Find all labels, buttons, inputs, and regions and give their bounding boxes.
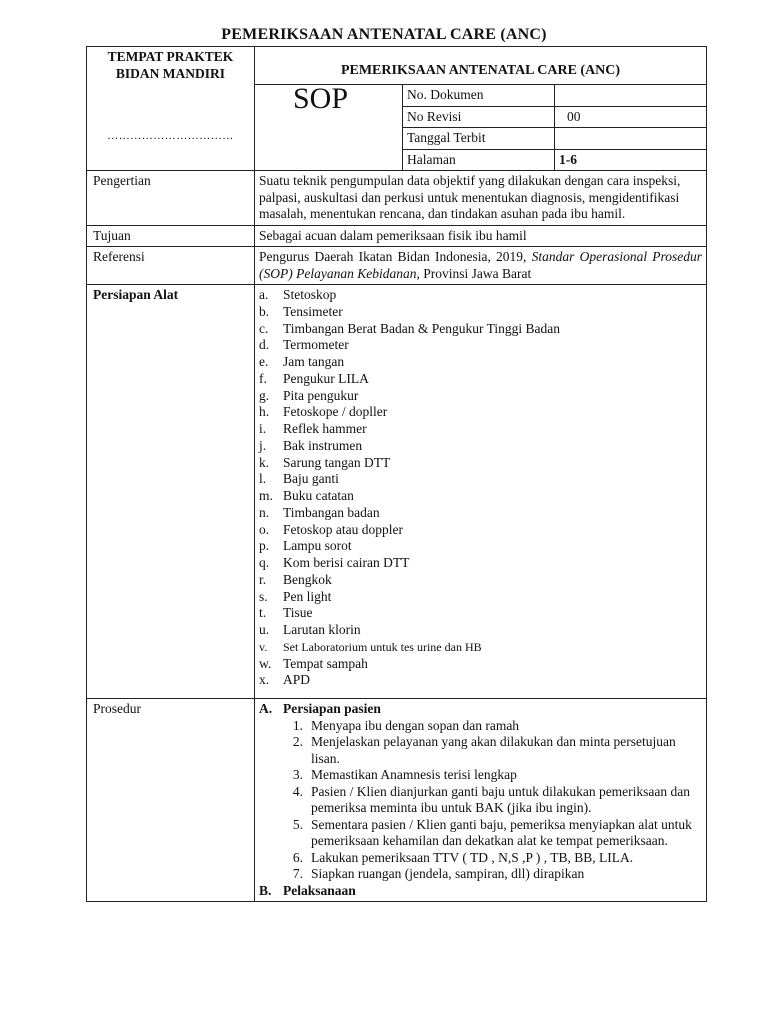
alat-item-marker: a. bbox=[259, 287, 269, 302]
referensi-text-before: Pengurus Daerah Ikatan Bidan Indonesia, 2019, bbox=[259, 249, 532, 264]
alat-item-marker: p. bbox=[259, 538, 270, 554]
prosedur-step bbox=[259, 767, 702, 784]
alat-item-text: Pen light bbox=[283, 588, 332, 604]
alat-item bbox=[259, 404, 702, 421]
alat-item-text: Lampu sorot bbox=[283, 538, 352, 554]
alat-item-text: Reflek hammer bbox=[283, 421, 367, 436]
alat-item-text: Stetoskop bbox=[283, 287, 337, 302]
meta-label-no-revisi: No Revisi bbox=[403, 106, 555, 128]
section-b-title: Pelaksanaan bbox=[283, 882, 356, 898]
alat-item-text: Pita pengukur bbox=[283, 387, 359, 403]
alat-item bbox=[259, 639, 702, 656]
alat-item bbox=[259, 538, 702, 555]
meta-label-halaman: Halaman bbox=[403, 149, 555, 171]
institution-dots: …………………………… bbox=[107, 130, 234, 142]
prosedur-step bbox=[259, 718, 702, 735]
prosedur-step-marker: 6. bbox=[292, 849, 303, 865]
alat-item bbox=[259, 471, 702, 488]
prosedur-step-text: Menjelaskan pelayanan yang akan dilakukan dan minta persetujuan lisan. bbox=[311, 734, 676, 766]
alat-item bbox=[259, 438, 702, 455]
alat-item-marker: h. bbox=[259, 404, 270, 420]
alat-item-text: Tempat sampah bbox=[283, 655, 368, 671]
alat-item-marker: d. bbox=[259, 337, 270, 353]
prosedur-steps bbox=[259, 718, 702, 883]
alat-item-marker: i. bbox=[259, 421, 267, 436]
alat-item-text: Fetoskope / dopller bbox=[283, 404, 388, 420]
alat-item-marker: o. bbox=[259, 521, 270, 537]
persiapan-alat-label: Persiapan Alat bbox=[87, 285, 255, 699]
referensi-text-after: Provinsi Jawa Barat bbox=[419, 265, 532, 281]
prosedur-step-marker: 5. bbox=[292, 816, 303, 832]
prosedur-step bbox=[259, 866, 702, 883]
alat-item bbox=[259, 321, 702, 338]
sop-table bbox=[86, 46, 707, 902]
alat-item bbox=[259, 371, 702, 388]
alat-item bbox=[259, 656, 702, 673]
pengertian-text: Suatu teknik pengumpulan data objektif yang dilakukan dengan cara inspeksi, palpasi, auskultasi dan perkusi untuk menentukan diagnosis, mengidentifikasi masalah, menentukan rencana, dan tindakan asuhan pada ibu hamil. bbox=[255, 171, 707, 226]
prosedur-step-marker: 2. bbox=[292, 734, 303, 749]
alat-item-text: Timbangan badan bbox=[283, 504, 380, 520]
alat-item-text: Tensimeter bbox=[283, 303, 343, 319]
alat-item-marker: w. bbox=[259, 655, 272, 671]
alat-item-marker: e. bbox=[259, 354, 269, 369]
institution-line-1: TEMPAT PRAKTEK bbox=[107, 49, 234, 64]
meta-value-halaman: 1-6 bbox=[555, 149, 707, 171]
alat-item bbox=[259, 672, 702, 689]
prosedur-step bbox=[259, 784, 702, 817]
prosedur-step-marker: 4. bbox=[292, 783, 303, 799]
alat-item-marker: j. bbox=[259, 437, 267, 453]
persiapan-alat-list bbox=[259, 287, 702, 689]
prosedur-step-text: Memastikan Anamnesis terisi lengkap bbox=[311, 767, 517, 782]
alat-item-text: Kom berisi cairan DTT bbox=[283, 555, 410, 570]
section-a-title: Persiapan pasien bbox=[283, 701, 381, 716]
alat-item-marker: m. bbox=[259, 488, 273, 503]
prosedur-cell bbox=[255, 699, 707, 902]
tujuan-label: Tujuan bbox=[87, 225, 255, 247]
meta-value-no-dokumen bbox=[555, 85, 707, 107]
alat-item-text: Timbangan Berat Badan & Pengukur Tinggi Badan bbox=[283, 320, 560, 336]
alat-item-text: Tisue bbox=[283, 605, 313, 621]
tujuan-text: Sebagai acuan dalam pemeriksaan fisik ibu hamil bbox=[255, 225, 707, 247]
alat-item-text: Larutan klorin bbox=[283, 622, 361, 637]
section-a-marker: A. bbox=[259, 701, 273, 716]
alat-item bbox=[259, 555, 702, 572]
alat-item bbox=[259, 388, 702, 405]
alat-item-marker: f. bbox=[259, 370, 267, 386]
alat-item bbox=[259, 287, 702, 304]
alat-item bbox=[259, 605, 702, 622]
institution-cell bbox=[87, 47, 255, 171]
alat-item-marker: b. bbox=[259, 303, 270, 319]
alat-item-text: Fetoskop atau doppler bbox=[283, 521, 403, 537]
alat-item-marker: g. bbox=[259, 387, 270, 403]
institution-line-2: BIDAN MANDIRI bbox=[115, 65, 226, 81]
alat-item-marker: n. bbox=[259, 504, 270, 520]
alat-item-marker: c. bbox=[259, 320, 269, 336]
meta-label-no-dokumen: No. Dokumen bbox=[403, 85, 555, 107]
alat-item bbox=[259, 488, 702, 505]
prosedur-step-text: Siapkan ruangan (jendela, sampiran, dll) dirapikan bbox=[311, 866, 585, 881]
referensi-text bbox=[255, 247, 707, 285]
alat-item-marker: r. bbox=[259, 571, 267, 587]
prosedur-step bbox=[259, 734, 702, 767]
referensi-label: Referensi bbox=[87, 247, 255, 285]
page-title: PEMERIKSAAN ANTENATAL CARE (ANC) bbox=[221, 26, 547, 43]
alat-item bbox=[259, 337, 702, 354]
alat-item-marker: s. bbox=[259, 588, 268, 604]
prosedur-step-text: Lakukan pemeriksaan TTV ( TD , N,S ,P ) , TB, BB, LILA. bbox=[311, 849, 634, 865]
alat-item bbox=[259, 304, 702, 321]
meta-value-no-revisi: 00 bbox=[555, 106, 707, 128]
alat-item-marker: l. bbox=[259, 471, 267, 487]
alat-item-text: Bengkok bbox=[283, 571, 332, 587]
alat-item-text: Termometer bbox=[283, 337, 349, 353]
meta-value-tanggal-terbit bbox=[555, 128, 707, 150]
pengertian-label: Pengertian bbox=[87, 171, 255, 226]
prosedur-step-marker: 3. bbox=[292, 767, 303, 782]
alat-item bbox=[259, 572, 702, 589]
meta-label-tanggal-terbit: Tanggal Terbit bbox=[403, 128, 555, 150]
alat-item bbox=[259, 522, 702, 539]
alat-item bbox=[259, 455, 702, 472]
prosedur-step bbox=[259, 817, 702, 850]
prosedur-step-text: Pasien / Klien dianjurkan ganti baju untuk dilakukan pemeriksaan dan pemeriksa meminta ibu untuk BAK (jika ibu ingin). bbox=[311, 783, 691, 815]
section-b-marker: B. bbox=[259, 882, 272, 898]
alat-item-marker: v. bbox=[259, 639, 268, 654]
alat-item-text: Buku catatan bbox=[283, 488, 354, 503]
alat-item-marker: x. bbox=[259, 672, 270, 688]
alat-item bbox=[259, 505, 702, 522]
prosedur-step-marker: 1. bbox=[292, 717, 303, 733]
prosedur-step bbox=[259, 850, 702, 867]
alat-item bbox=[259, 589, 702, 606]
alat-item bbox=[259, 421, 702, 438]
alat-item-text: Baju ganti bbox=[283, 471, 339, 487]
section-b-heading bbox=[259, 883, 702, 900]
alat-item-marker: t. bbox=[259, 605, 267, 621]
prosedur-label: Prosedur bbox=[87, 699, 255, 902]
document-title: PEMERIKSAAN ANTENATAL CARE (ANC) bbox=[255, 47, 707, 85]
alat-item bbox=[259, 622, 702, 639]
alat-item-text: Set Laboratorium untuk tes urine dan HB bbox=[283, 639, 482, 654]
prosedur-step-marker: 7. bbox=[292, 866, 303, 881]
prosedur-step-text: Sementara pasien / Klien ganti baju, pemeriksa menyiapkan alat untuk pemeriksaan kehamilan dan dekatkan alat ke tempat pemeriksaan. bbox=[311, 816, 692, 848]
alat-item-text: Jam tangan bbox=[283, 354, 345, 369]
alat-item-text: APD bbox=[283, 672, 311, 688]
sop-label: SOP bbox=[255, 85, 403, 171]
alat-item-text: Sarung tangan DTT bbox=[283, 454, 391, 470]
alat-item-text: Bak instrumen bbox=[283, 437, 363, 453]
section-a-heading bbox=[259, 701, 702, 718]
alat-item-text: Pengukur LILA bbox=[283, 370, 369, 386]
alat-item-marker: k. bbox=[259, 454, 270, 470]
referensi-text-italic: Standar Operasional Prosedur (SOP) Pelayanan Kebidanan, bbox=[259, 249, 703, 281]
prosedur-step-text: Menyapa ibu dengan sopan dan ramah bbox=[311, 717, 520, 733]
persiapan-alat-cell bbox=[255, 285, 707, 699]
alat-item-marker: q. bbox=[259, 555, 270, 570]
alat-item-marker: u. bbox=[259, 622, 270, 637]
alat-item bbox=[259, 354, 702, 371]
